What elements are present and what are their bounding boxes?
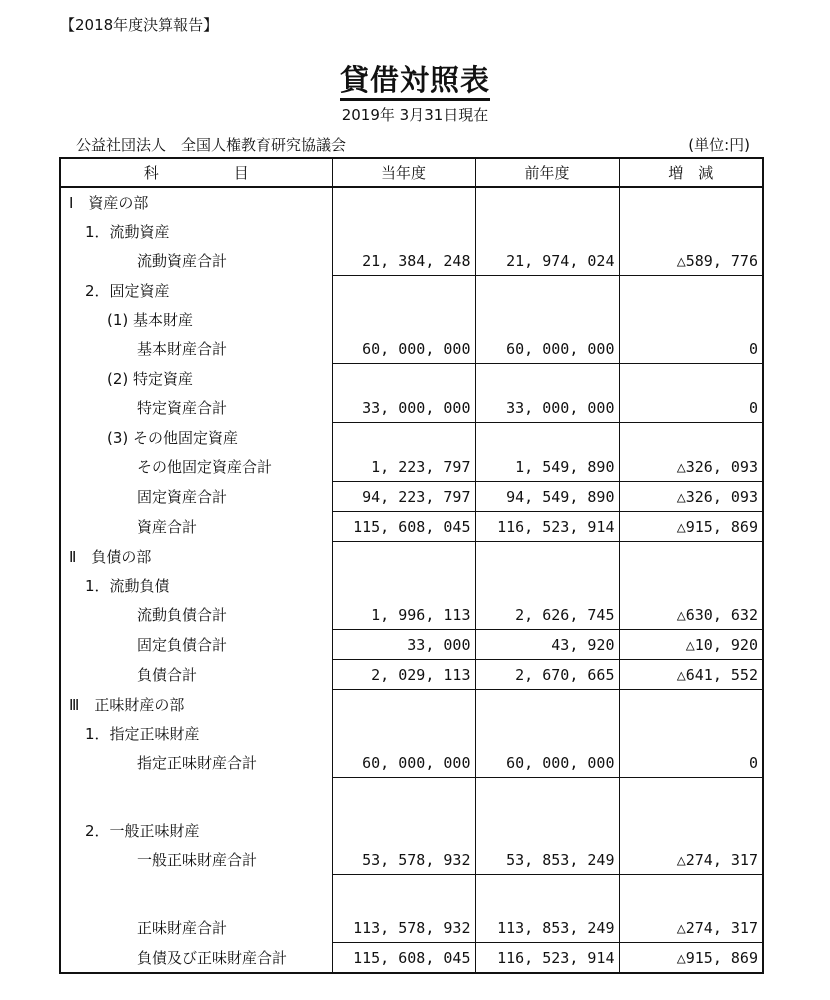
change-value: △641, 552 [619,660,763,690]
table-row [60,748,763,778]
previous-year-value [475,305,619,334]
table-row [60,276,763,306]
table-row [60,246,763,276]
row-label: (1) 基本財産 [60,305,332,334]
previous-year-value: 1, 549, 890 [475,452,619,482]
row-label: 負債合計 [60,660,332,690]
table-row [60,452,763,482]
table-row [60,719,763,748]
change-value [619,364,763,394]
previous-year-value: 53, 853, 249 [475,845,619,875]
table-row [60,816,763,845]
table-row [60,305,763,334]
column-header-previous-year: 前年度 [475,158,619,187]
current-year-value [332,875,475,914]
row-label: 指定正味財産合計 [60,748,332,778]
change-value: △10, 920 [619,630,763,660]
change-value [619,816,763,845]
table-row [60,845,763,875]
change-value: 0 [619,334,763,364]
unit-label: (単位:円) [688,136,750,154]
row-label: Ⅲ 正味財産の部 [60,690,332,720]
row-label: 1．流動負債 [60,571,332,600]
current-year-value: 60, 000, 000 [332,334,475,364]
previous-year-value [475,364,619,394]
current-year-value [332,542,475,572]
change-value [619,690,763,720]
row-label: その他固定資産合計 [60,452,332,482]
current-year-value: 21, 384, 248 [332,246,475,276]
change-value [619,719,763,748]
previous-year-value: 113, 853, 249 [475,913,619,943]
current-year-value: 60, 000, 000 [332,748,475,778]
row-label [60,875,332,914]
table-row [60,364,763,394]
previous-year-value [475,187,619,217]
change-value [619,423,763,453]
table-row [60,630,763,660]
change-value: △589, 776 [619,246,763,276]
table-row [60,660,763,690]
table-row [60,423,763,453]
change-value: △326, 093 [619,482,763,512]
row-label [60,778,332,817]
table-row [60,913,763,943]
current-year-value: 33, 000 [332,630,475,660]
row-label: 固定資産合計 [60,482,332,512]
previous-year-value [475,816,619,845]
document-title-text: 貸借対照表 [340,63,490,101]
change-value [619,875,763,914]
row-label: 2．一般正味財産 [60,816,332,845]
previous-year-value: 116, 523, 914 [475,512,619,542]
change-value: △274, 317 [619,913,763,943]
current-year-value [332,217,475,246]
current-year-value: 94, 223, 797 [332,482,475,512]
balance-sheet-body [60,187,763,973]
current-year-value: 2, 029, 113 [332,660,475,690]
previous-year-value: 33, 000, 000 [475,393,619,423]
table-row [60,217,763,246]
previous-year-value: 2, 670, 665 [475,660,619,690]
previous-year-value [475,217,619,246]
current-year-value [332,364,475,394]
current-year-value: 53, 578, 932 [332,845,475,875]
previous-year-value: 21, 974, 024 [475,246,619,276]
row-label: 特定資産合計 [60,393,332,423]
row-label: (2) 特定資産 [60,364,332,394]
change-value [619,276,763,306]
current-year-value [332,816,475,845]
table-row [60,943,763,974]
previous-year-value [475,690,619,720]
row-label: 流動負債合計 [60,600,332,630]
row-label: 1．指定正味財産 [60,719,332,748]
current-year-value [332,719,475,748]
current-year-value [332,187,475,217]
change-value [619,217,763,246]
table-row [60,600,763,630]
change-value: △915, 869 [619,512,763,542]
table-row [60,690,763,720]
header-row [60,158,763,187]
report-tag: 【2018年度決算報告】 [60,16,219,34]
row-label: 2．固定資産 [60,276,332,306]
current-year-value [332,423,475,453]
table-row [60,875,763,914]
table-row [60,512,763,542]
previous-year-value: 116, 523, 914 [475,943,619,974]
previous-year-value: 94, 549, 890 [475,482,619,512]
column-header-change: 増 減 [619,158,763,187]
current-year-value: 33, 000, 000 [332,393,475,423]
row-label: 一般正味財産合計 [60,845,332,875]
change-value [619,305,763,334]
change-value [619,187,763,217]
column-header-subject: 科 目 [60,158,332,187]
document-title [0,58,830,99]
table-row [60,187,763,217]
current-year-value: 115, 608, 045 [332,943,475,974]
table-row [60,778,763,817]
current-year-value: 1, 996, 113 [332,600,475,630]
row-label: 正味財産合計 [60,913,332,943]
row-label: Ⅰ 資産の部 [60,187,332,217]
current-year-value [332,571,475,600]
current-year-value [332,690,475,720]
row-label: 1．流動資産 [60,217,332,246]
row-label: 流動資産合計 [60,246,332,276]
previous-year-value [475,276,619,306]
previous-year-value: 43, 920 [475,630,619,660]
change-value: △274, 317 [619,845,763,875]
previous-year-value [475,875,619,914]
change-value: △630, 632 [619,600,763,630]
previous-year-value: 60, 000, 000 [475,334,619,364]
as-of-date: 2019年 3月31日現在 [341,106,489,124]
balance-sheet-table [59,157,764,974]
table-row [60,482,763,512]
column-header-current-year: 当年度 [332,158,475,187]
previous-year-value [475,571,619,600]
change-value [619,542,763,572]
previous-year-value [475,542,619,572]
change-value [619,571,763,600]
current-year-value [332,305,475,334]
change-value [619,778,763,817]
current-year-value: 1, 223, 797 [332,452,475,482]
table-row [60,571,763,600]
row-label: 資産合計 [60,512,332,542]
current-year-value: 113, 578, 932 [332,913,475,943]
row-label: Ⅱ 負債の部 [60,542,332,572]
current-year-value [332,778,475,817]
change-value: △326, 093 [619,452,763,482]
table-row [60,542,763,572]
row-label: 負債及び正味財産合計 [60,943,332,974]
change-value: 0 [619,393,763,423]
organization-name: 公益社団法人 全国人権教育研究協議会 [76,136,347,154]
change-value: △915, 869 [619,943,763,974]
previous-year-value: 60, 000, 000 [475,748,619,778]
previous-year-value [475,719,619,748]
previous-year-value: 2, 626, 745 [475,600,619,630]
row-label: 固定負債合計 [60,630,332,660]
table-row [60,334,763,364]
change-value: 0 [619,748,763,778]
previous-year-value [475,778,619,817]
table-row [60,393,763,423]
row-label: (3) その他固定資産 [60,423,332,453]
previous-year-value [475,423,619,453]
current-year-value: 115, 608, 045 [332,512,475,542]
row-label: 基本財産合計 [60,334,332,364]
current-year-value [332,276,475,306]
